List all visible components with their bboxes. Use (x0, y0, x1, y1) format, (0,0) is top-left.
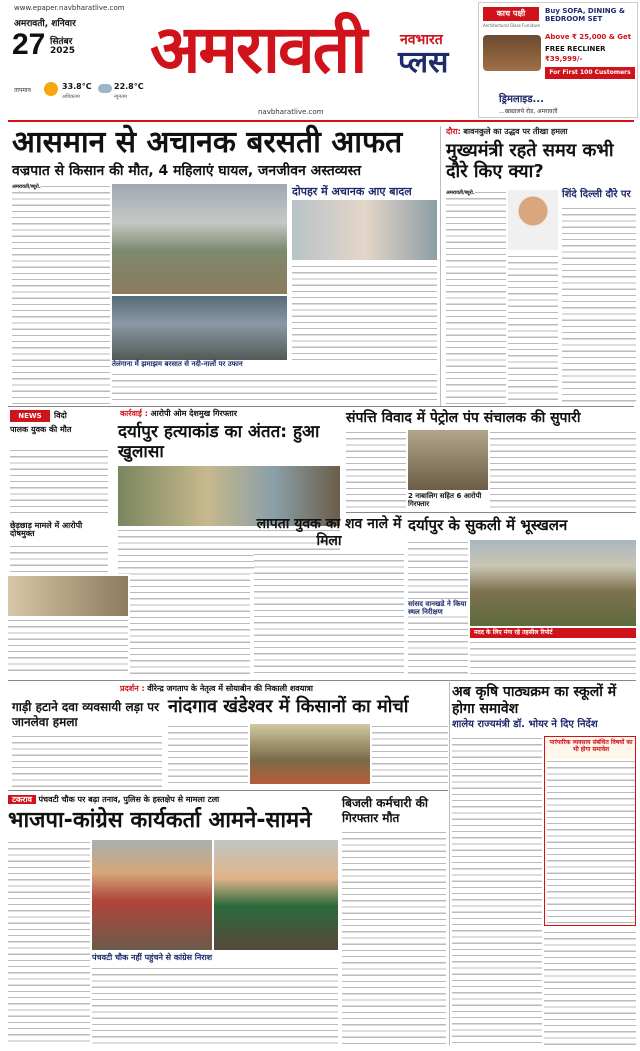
vehicle-body (12, 734, 162, 788)
lead-photo-hospital (292, 200, 437, 260)
news-story2-head: छेड़छाड़ मामले में आरोपी दोषमुक्त (10, 521, 83, 539)
masthead-title: अमरावती (150, 11, 366, 88)
prerana-headline: नांदगाव खंडेश्वर में किसानों का मोर्चा (168, 696, 409, 717)
ad-headline: Buy SOFA, DINING & BEDROOM SET (545, 7, 625, 23)
bottom-body-col2 (92, 966, 338, 1046)
karravai-kicker: कार्रवाई : (120, 409, 148, 418)
lead-subhead: वज्रपात से किसान की मौत, 4 महिलाएं घायल, जनजीवन अस्तव्यस्त (12, 163, 362, 179)
left-mid-body-col1 (8, 618, 128, 676)
ad-address: ...खाद्यालये रोड, अमरावती (499, 108, 558, 115)
masthead (0, 0, 640, 120)
date-day: 27 (12, 28, 46, 61)
ad-tagline: Architectural Glass Furniture (483, 23, 541, 28)
ad-free-label: FREE RECLINER (545, 45, 606, 53)
news-label-text: NEWS (18, 412, 42, 420)
prerana-photo (250, 724, 370, 784)
bottom-photo-crowd2 (214, 840, 338, 950)
news-label (10, 410, 50, 422)
petrol-inset: 2 नाबालिग सहित 6 आरोपी गिरफ्तार (408, 492, 482, 508)
landslide-body-col2 (470, 640, 636, 676)
news-story2-body (10, 544, 108, 574)
ad-store: ड्रिमलाइड... (499, 94, 544, 105)
prerana-body-col1 (168, 724, 248, 784)
ad-free-price: ₹39,999/- (545, 55, 583, 63)
news-label2: विदो (54, 411, 67, 420)
prerana-kicker: प्रदर्शन : (120, 684, 145, 693)
prerana-kicker-text: वीरेन्द्र जगताप के नेतृत्व में सोयाबीन की निकाली शवयात्रा (147, 684, 313, 693)
ad-offer2: For First 100 Customers (545, 67, 635, 79)
cloud-icon (98, 84, 112, 93)
lead-photo-rain (112, 296, 287, 366)
right-top-kicker: दौरा: (446, 127, 461, 136)
right-top-body-col1 (446, 190, 506, 404)
landslide-photo (470, 540, 636, 626)
agri-box-title: पारंपारिक व्यवसाय संबंधित विषयों का भी होगा समावेश (549, 739, 633, 753)
prerana-body-col2 (372, 724, 448, 784)
ad-offer1: Above ₹ 25,000 & Get (545, 33, 632, 41)
date-year: 2025 (50, 46, 76, 56)
bottom-kicker-row (8, 794, 338, 805)
website[interactable]: navbharatlive.com (258, 108, 324, 116)
right-top-portrait (508, 190, 558, 250)
vehicle-headline: गाड़ी हटाने दवा व्यवसायी लड़ा पर जानलेवा हमला (12, 700, 160, 729)
lead-side-head: दोपहर में अचानक आए बादल (292, 185, 412, 198)
petrol-photo (408, 430, 488, 490)
agri-body-col1 (452, 736, 542, 1046)
top-ad[interactable] (478, 2, 638, 118)
lead-body-bottom (112, 372, 437, 404)
right-top-subhead: शिंदे दिल्ली दौरे पर (562, 189, 631, 200)
ad-brand: काच पक्षी (483, 7, 539, 21)
brand-plus: प्लस (398, 45, 449, 80)
lead-dateline: अमरावती/ब्यूरो. (12, 184, 41, 190)
court-photo (8, 576, 128, 616)
karravai-kicker-text: आरोपी ओम देशमुख गिरफ्तार (150, 409, 238, 418)
news-story1-body (10, 448, 108, 518)
missing-headline: लापता युवक का शव नाले में मिला (256, 516, 402, 549)
lead-photo-caption: तेलंगाना में झमाझम बरसात से नदी-नालों पर उफान (112, 360, 287, 369)
bottom-photo-caption: पंचवटी चौक नहीं पहुंचने से कांग्रेस निराश (92, 953, 213, 962)
ad-sofa-image (483, 35, 541, 71)
karravai-headline: दर्यापुर हत्याकांड का अंतत: हुआ खुलासा (118, 422, 320, 462)
right-top-kicker-text: बावनकुले का उद्धव पर तीखा हमला (463, 127, 568, 136)
brand-navbharat: नवभारत (400, 32, 443, 48)
sun-icon (44, 82, 58, 96)
news-story1-head: पालक युवक की मौत (10, 425, 72, 434)
right-top-kicker-row (446, 126, 636, 137)
lead-photo-flood (112, 184, 287, 294)
bottom-body-col1 (8, 840, 90, 1046)
agri-subhead: शालेय राज्यमंत्री डॉ. भोयर ने दिए निर्देश (452, 719, 598, 730)
right-top-dateline: अमरावती/ब्यूरो. (446, 190, 475, 196)
lead-body-col1 (12, 184, 110, 404)
petrol-headline: संपत्ति विवाद में पेट्रोल पंप संचालक की सुपारी (346, 410, 581, 426)
electric-headline: बिजली कर्मचारी की गिरफ्तार मौत (342, 796, 428, 825)
epaper-url[interactable]: www.epaper.navbharatlive.com (14, 4, 125, 12)
petrol-body-col2 (490, 430, 636, 510)
news-box (8, 408, 110, 574)
lead-body-col2 (292, 264, 437, 364)
temp-max-label: अधिकतम (62, 94, 80, 100)
landslide-caption: मदद के लिए मंगा रहे तहसील रिपोर्ट (470, 628, 636, 638)
right-top-body-col2 (562, 206, 636, 404)
date-month: सितंबर (50, 37, 73, 47)
agri-body-col2 (544, 930, 636, 1046)
city-day: अमरावती, शनिवार (14, 19, 76, 29)
bottom-photo-crowd (92, 840, 212, 950)
bottom-kicker: टकराव (8, 795, 36, 804)
lead-headline: आसमान से अचानक बरसती आफत (12, 125, 403, 160)
petrol-body-col1 (346, 430, 406, 510)
temp-min: 22.8°C (114, 82, 144, 91)
agri-box (544, 736, 636, 926)
agri-headline: अब कृषि पाठ्यक्रम का स्कूलों में होगा समावेश (452, 684, 617, 717)
agri-box-body (547, 759, 635, 923)
karravai-kicker-row (120, 408, 340, 419)
landslide-headline: दर्यापुर के सुकली में भूस्खलन (408, 516, 568, 534)
missing-body (254, 552, 404, 676)
electric-body (342, 830, 446, 1046)
right-top-body-col3 (508, 254, 558, 404)
temp-max: 33.8°C (62, 82, 92, 91)
landslide-inset: सांसद वानखडे ने किया स्थल निरीक्षण (408, 600, 467, 616)
weather-label: तापमान (14, 87, 31, 94)
temp-min-label: न्यूनतम (114, 94, 127, 100)
bottom-headline: भाजपा-कांग्रेस कार्यकर्ता आमने-सामने (8, 808, 312, 833)
bottom-kicker-text: पंचवटी चौक पर बढ़ा तनाव, पुलिस के हस्तक्षेप से मामला टला (38, 795, 220, 804)
right-top-headline: मुख्यमंत्री रहते समय कभी दौरे किए क्या? (446, 140, 614, 182)
masthead-rule (8, 120, 634, 122)
left-mid-body-col2 (130, 528, 250, 676)
